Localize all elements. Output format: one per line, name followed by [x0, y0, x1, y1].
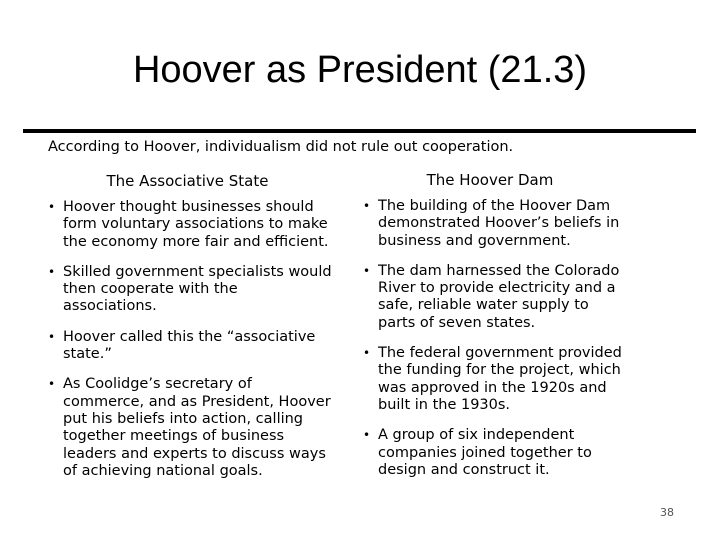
bullet-icon: •	[48, 264, 56, 279]
left-bullet-list	[47, 199, 332, 493]
right-bullet-list	[362, 198, 624, 492]
bullet-icon: •	[48, 200, 56, 214]
bullet-text: As Coolidge’s secretary of commerce, and as President, Hoover put his beliefs into action, calling together meetings of business leaders and experts to discuss ways of achieving national goals.	[63, 376, 331, 479]
bullet-text: A group of six independent companies joined together to design and construct it.	[378, 427, 592, 478]
bullet-text: Hoover thought businesses should form voluntary associations to make the economy more fair and efficient.	[63, 199, 329, 250]
list-item	[47, 376, 332, 480]
right-column-heading: The Hoover Dam	[426, 171, 554, 189]
bullet-text: The dam harnessed the Colorado River to provide electricity and a safe, reliable water supply to parts of seven states.	[378, 262, 620, 331]
bullet-icon: •	[363, 263, 371, 278]
bullet-text: The building of the Hoover Dam demonstrated Hoover’s beliefs in business and government.	[378, 198, 620, 249]
bullet-icon: •	[363, 346, 371, 361]
slide-title: Hoover as President (21.3)	[132, 49, 588, 91]
bullet-text: Hoover called this the “associative state.”	[63, 328, 316, 363]
bullet-icon: •	[48, 377, 56, 392]
bullet-text: Skilled government specialists would then cooperate with the associations.	[63, 263, 332, 315]
page-number: 38	[660, 506, 674, 519]
list-item	[362, 198, 624, 250]
list-item	[362, 345, 624, 414]
bullet-icon: •	[363, 428, 371, 443]
list-item	[47, 199, 332, 251]
left-column-heading: The Associative State	[106, 172, 269, 190]
list-item	[362, 427, 624, 479]
intro-text: According to Hoover, individualism did not rule out cooperation.	[48, 139, 514, 155]
bullet-text: The federal government provided the funding for the project, which was approved in the 1920s and built in the 1930s.	[378, 345, 622, 413]
list-item	[47, 329, 332, 364]
title-divider	[23, 129, 696, 133]
list-item	[362, 263, 624, 332]
list-item	[47, 264, 332, 316]
bullet-icon: •	[48, 329, 56, 344]
bullet-icon: •	[363, 199, 371, 213]
